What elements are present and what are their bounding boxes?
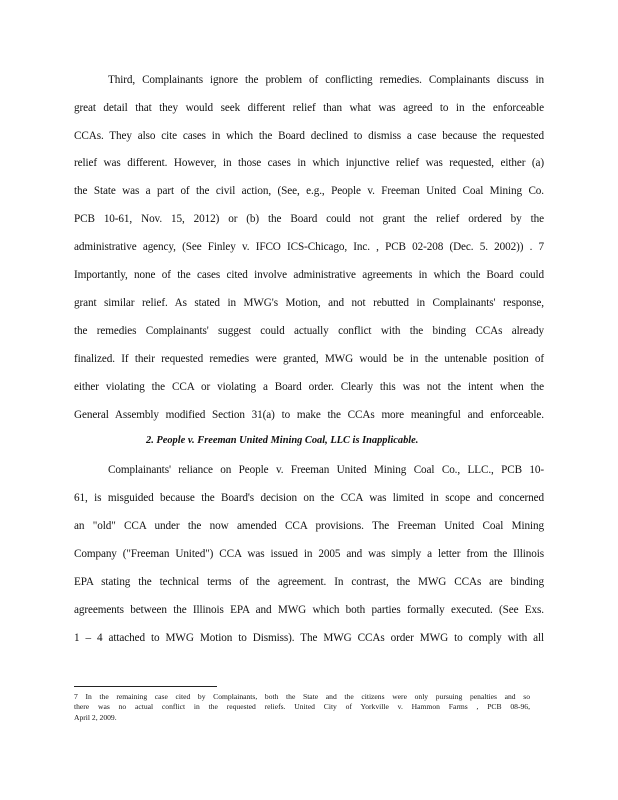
text-line: the State was a part of the civil action, (See, e.g., People v. Freeman United Coal Mining Co. (74, 185, 544, 197)
section-heading: 2. People v. Freeman United Mining Coal, LLC is Inapplicable. (146, 435, 419, 446)
text-line: Third, Complainants ignore the problem of conflicting remedies. Complainants discuss in (108, 74, 544, 86)
text-line: 61, is misguided because the Board's decision on the CCA was limited in scope and concerned (74, 492, 544, 504)
text-line: grant similar relief. As stated in MWG's Motion, and not rebutted in Complainants' response, (74, 297, 544, 309)
text-line: administrative agency, (See Finley v. IFCO ICS-Chicago, Inc. , PCB 02-208 (Dec. 5. 2002)) . 7 (74, 241, 544, 253)
text-line: agreements between the Illinois EPA and MWG which both parties formally executed. (See Exs. (74, 604, 544, 616)
text-line: finalized. If their requested remedies were granted, MWG would be in the untenable position of (74, 353, 544, 365)
text-line: Complainants' reliance on People v. Freeman United Mining Coal Co., LLC., PCB 10- (108, 464, 544, 476)
footnote-line: 7 In the remaining case cited by Complainants, both the State and the citizens were only pursuing penalties and so (74, 692, 530, 701)
text-line: relief was different. However, in those cases in which injunctive relief was requested, either (a) (74, 157, 544, 169)
text-line: an "old" CCA under the now amended CCA provisions. The Freeman United Coal Mining (74, 520, 544, 532)
text-line: Company ("Freeman United") CCA was issued in 2005 and was simply a letter from the Illinois (74, 548, 544, 560)
footnote-line: there was no actual conflict in the requested reliefs. United City of Yorkville v. Hammon Farms , PCB 08-96, (74, 702, 530, 711)
footnote-line: April 2, 2009. (74, 713, 117, 722)
text-line: PCB 10-61, Nov. 15, 2012) or (b) the Board could not grant the relief ordered by the (74, 213, 544, 225)
text-line: great detail that they would seek different relief than what was agreed to in the enforceable (74, 102, 544, 114)
footnote-divider (74, 686, 217, 687)
text-line: EPA stating the technical terms of the agreement. In contrast, the MWG CCAs are binding (74, 576, 544, 588)
text-line: Importantly, none of the cases cited involve administrative agreements in which the Board could (74, 269, 544, 281)
text-line: CCAs. They also cite cases in which the Board declined to dismiss a case because the requested (74, 130, 544, 142)
text-line: either violating the CCA or violating a Board order. Clearly this was not the intent when the (74, 381, 544, 393)
text-line: the remedies Complainants' suggest could actually conflict with the binding CCAs already (74, 325, 544, 337)
text-line: 1 – 4 attached to MWG Motion to Dismiss). The MWG CCAs order MWG to comply with all (74, 632, 544, 644)
text-line: General Assembly modified Section 31(a) to make the CCAs more meaningful and enforceable. (74, 409, 544, 421)
